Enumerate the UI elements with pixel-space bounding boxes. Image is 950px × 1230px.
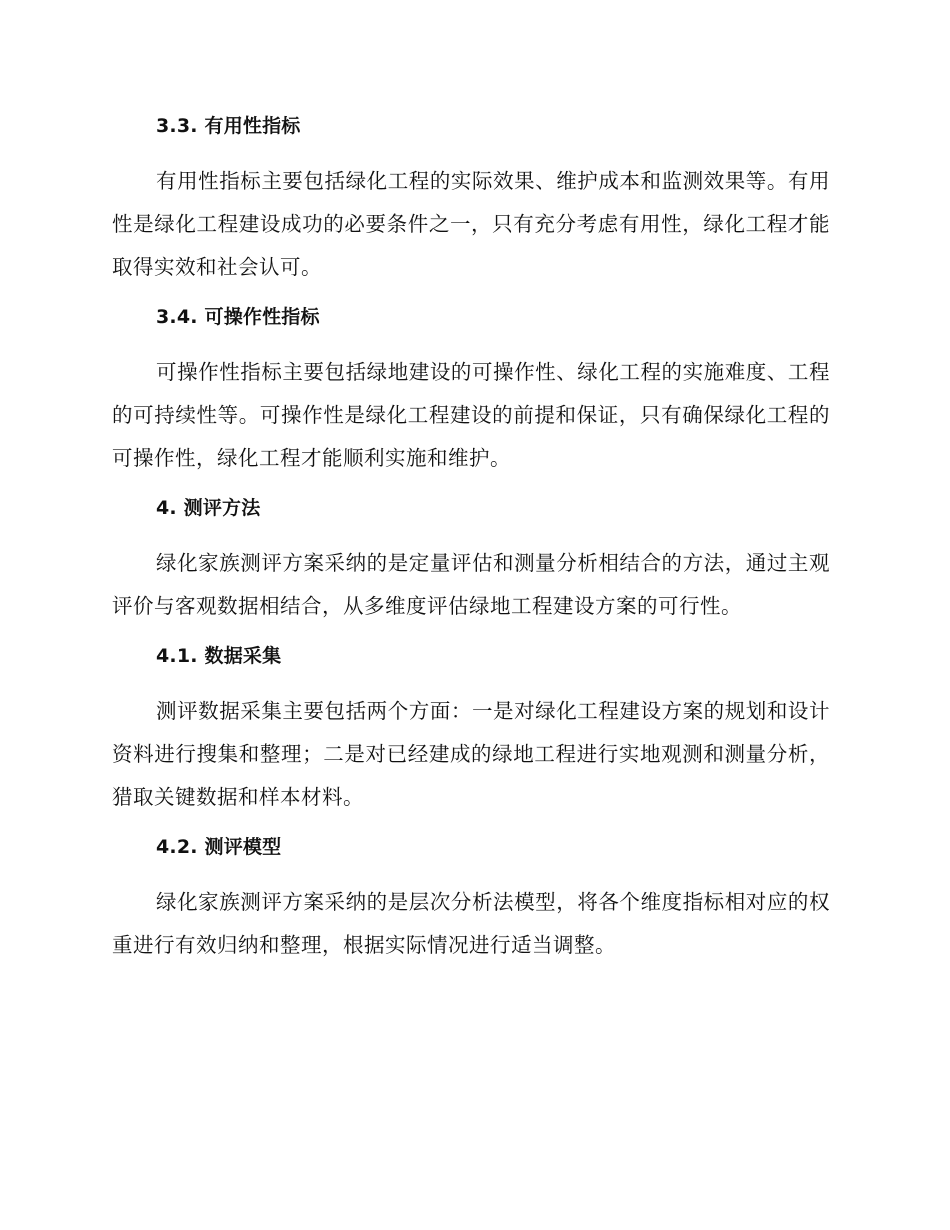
section-paragraph: 绿化家族测评方案采纳的是层次分析法模型，将各个维度指标相对应的权重进行有效归纳和整理，根据实际情况进行适当调整。	[112, 890, 830, 957]
section-4-1	[112, 640, 830, 819]
section-paragraph: 有用性指标主要包括绿化工程的实际效果、维护成本和监测效果等。有用性是绿化工程建设成功的必要条件之一，只有充分考虑有用性，绿化工程才能取得实效和社会认可。	[112, 169, 830, 279]
section-heading: 4.1. 数据采集	[156, 645, 282, 667]
document-content	[112, 110, 830, 979]
section-heading: 4. 测评方法	[156, 497, 261, 519]
section-heading: 3.3. 有用性指标	[156, 115, 301, 137]
section-heading: 4.2. 测评模型	[156, 836, 282, 858]
section-3-3	[112, 110, 830, 289]
section-paragraph: 绿化家族测评方案采纳的是定量评估和测量分析相结合的方法，通过主观评价与客观数据相结合，从多维度评估绿地工程建设方案的可行性。	[112, 551, 830, 618]
section-heading: 3.4. 可操作性指标	[156, 306, 320, 328]
section-4	[112, 492, 830, 628]
section-4-2	[112, 831, 830, 967]
section-paragraph: 可操作性指标主要包括绿地建设的可操作性、绿化工程的实施难度、工程的可持续性等。可操作性是绿化工程建设的前提和保证，只有确保绿化工程的可操作性，绿化工程才能顺利实施和维护。	[112, 360, 830, 470]
section-3-4	[112, 301, 830, 480]
section-paragraph: 测评数据采集主要包括两个方面：一是对绿化工程建设方案的规划和设计资料进行搜集和整理；二是对已经建成的绿地工程进行实地观测和测量分析，猎取关键数据和样本材料。	[112, 699, 830, 809]
